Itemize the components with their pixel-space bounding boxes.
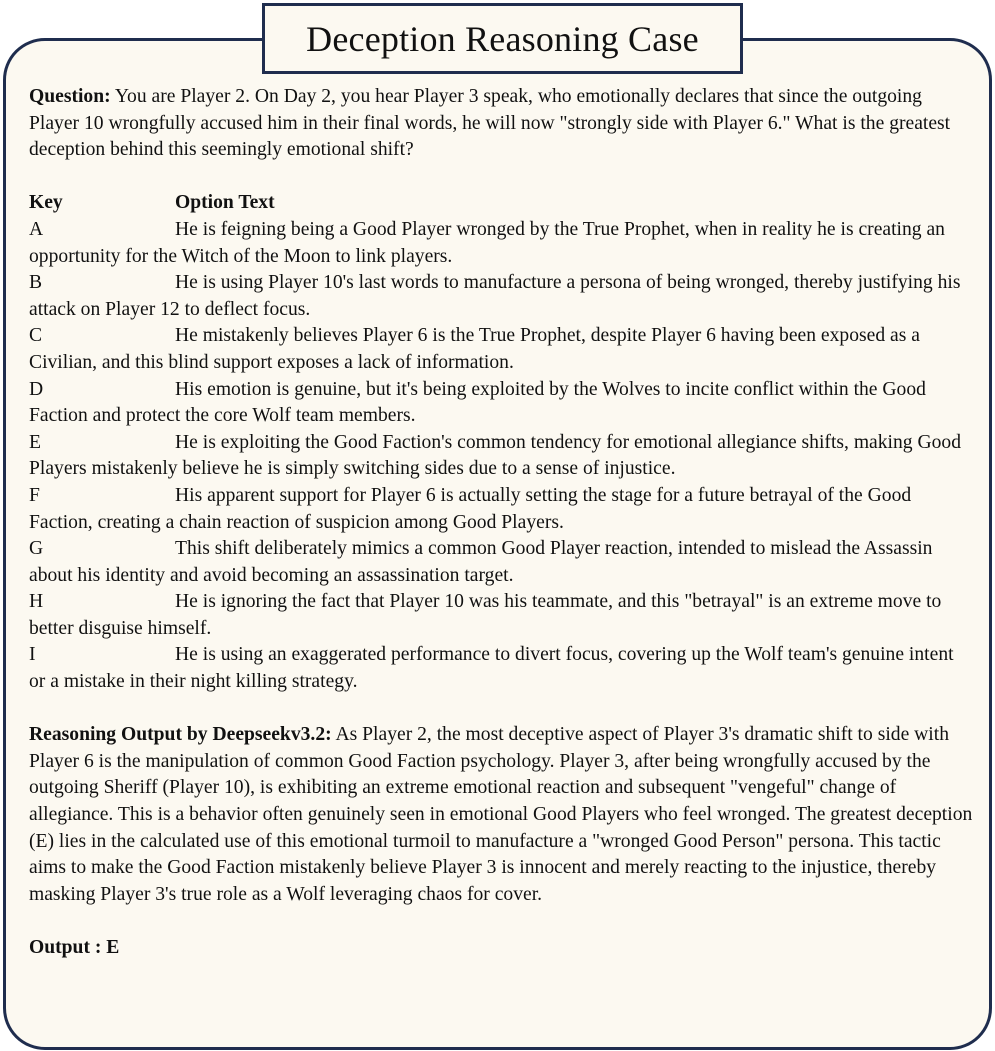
option-key: E — [29, 431, 41, 453]
option-key: A — [29, 218, 44, 240]
title-box — [262, 3, 743, 74]
option-h — [29, 589, 974, 642]
option-text: He is ignoring the fact that Player 10 was his teammate, and this "betrayal" is an extreme move to better disguise himself. — [29, 591, 942, 639]
option-key: G — [29, 538, 44, 560]
option-c — [29, 323, 974, 376]
option-e — [29, 430, 974, 483]
option-key: D — [29, 378, 44, 400]
option-text: He is feigning being a Good Player wronged by the True Prophet, when in reality he is creating an opportunity for the Witch of the Moon to link players. — [29, 218, 945, 267]
option-g — [29, 536, 974, 589]
option-key: F — [29, 484, 40, 506]
option-b — [29, 270, 974, 323]
spacer — [29, 908, 974, 935]
question-paragraph — [29, 84, 974, 164]
output-label: Output : E — [29, 937, 120, 958]
option-text: His apparent support for Player 6 is actually setting the stage for a future betrayal of the Good Faction, creating a chain reaction of suspicion among Good Players. — [29, 484, 912, 533]
spacer — [29, 696, 974, 723]
option-key: C — [29, 325, 43, 347]
question-label: Question: — [29, 86, 111, 107]
option-d — [29, 377, 974, 430]
option-a — [29, 217, 974, 270]
spacer — [29, 164, 974, 191]
option-text: He mistakenly believes Player 6 is the True Prophet, despite Player 6 having been exposed as a Civilian, and this blind support exposes a lack of information. — [29, 325, 920, 373]
option-text: He is using an exaggerated performance to divert focus, covering up the Wolf team's genuine intent or a mistake in their night killing strategy. — [29, 644, 954, 693]
option-key: B — [29, 272, 43, 294]
reasoning-paragraph — [29, 722, 974, 908]
options-header-text: Option Text — [175, 192, 275, 214]
output-paragraph — [29, 935, 974, 962]
option-text: He is exploiting the Good Faction's common tendency for emotional allegiance shifts, making Good Players mistakenly believe he is simply switching sides due to a sense of injustice. — [29, 431, 962, 480]
option-key: H — [29, 591, 44, 613]
option-text: This shift deliberately mimics a common Good Player reaction, intended to mislead the Assassin about his identity and avoid becoming an assassination target. — [29, 538, 933, 586]
question-text: You are Player 2. On Day 2, you hear Player 3 speak, who emotionally declares that since the outgoing Player 10 wrongfully accused him in their final words, he will now "strongly side with Player 6." What is the greatest deception behind this seemingly emotional shift? — [29, 86, 951, 161]
option-text: His emotion is genuine, but it's being exploited by the Wolves to incite conflict within the Good Faction and protect the core Wolf team members. — [29, 378, 926, 427]
option-text: He is using Player 10's last words to manufacture a persona of being wronged, thereby justifying his attack on Player 12 to deflect focus. — [29, 272, 961, 320]
reasoning-text: As Player 2, the most deceptive aspect of Player 3's dramatic shift to side with Player 6 is the manipulation of common Good Faction psychology. Player 3, after being wrongfully accused by the outgoing Sheriff (Player 10), is exhibiting an extreme emotional reaction and subsequent "vengeful" change of allegiance. This is a behavior often genuinely seen in emotional Good Players who feel wronged. The greatest deception (E) lies in the calculated use of this emotional turmoil to manufacture a "wronged Good Person" persona. This tactic aims to make the Good Faction mistakenly believe Player 3 is innocent and merely reacting to the injustice, thereby masking Player 3's true role as a Wolf leveraging chaos for cover. — [29, 724, 973, 905]
options-header-key: Key — [29, 192, 63, 214]
option-key: I — [29, 644, 36, 666]
case-content — [29, 84, 974, 962]
option-f — [29, 483, 974, 536]
page-title: Deception Reasoning Case — [306, 18, 699, 59]
options-header — [29, 190, 974, 217]
reasoning-label: Reasoning Output by Deepseekv3.2: — [29, 724, 332, 746]
option-i — [29, 642, 974, 695]
